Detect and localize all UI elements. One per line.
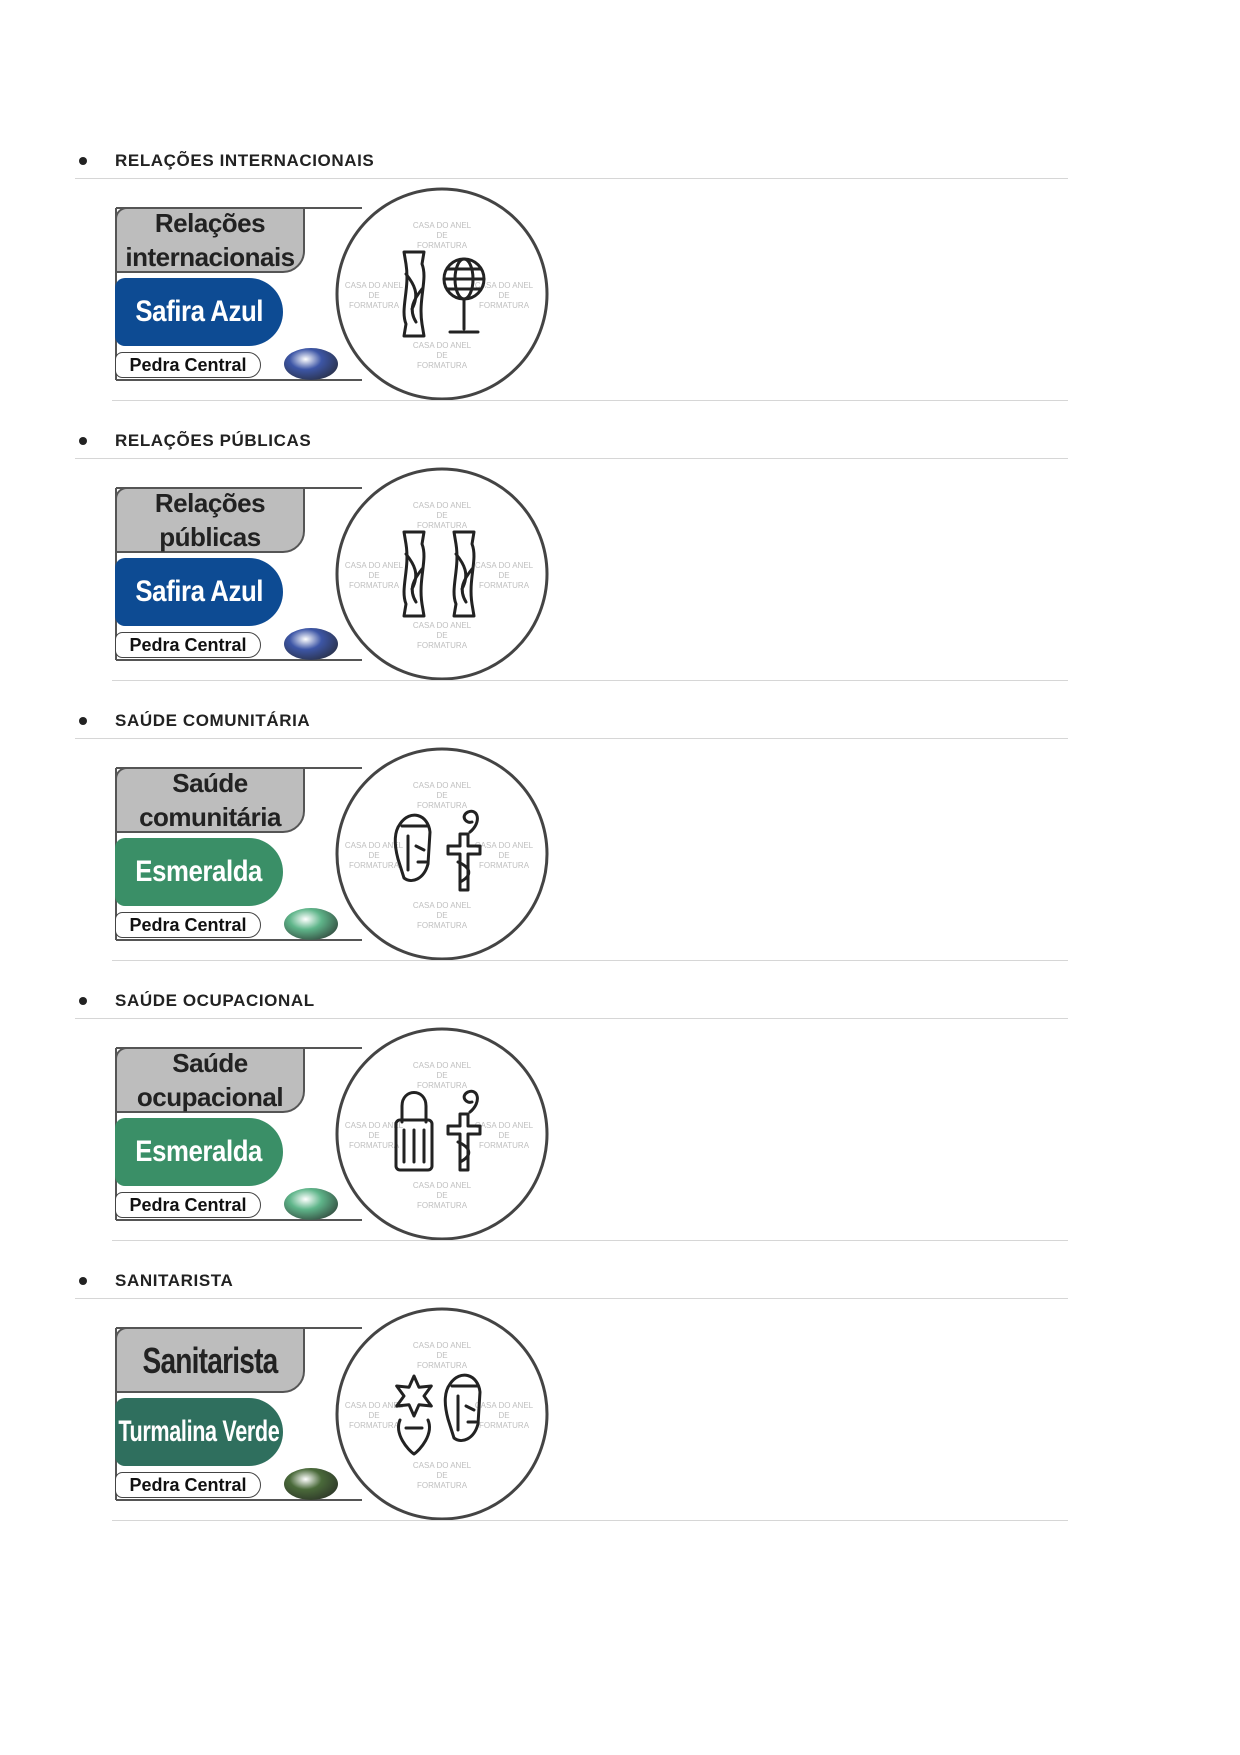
svg-text:CASA DO ANEL: CASA DO ANEL [474,281,534,290]
svg-text:CASA DO ANEL: CASA DO ANEL [412,221,472,230]
svg-text:FORMATURA: FORMATURA [478,581,530,590]
svg-text:CASA DO ANEL: CASA DO ANEL [474,841,534,850]
svg-text:CASA DO ANEL: CASA DO ANEL [412,781,472,790]
svg-text:CASA DO ANEL: CASA DO ANEL [474,561,534,570]
pedra-central-label: Pedra Central [115,352,261,378]
stone-name: Safira Azul [135,575,263,608]
svg-text:FORMATURA: FORMATURA [348,1141,400,1150]
svg-text:DE: DE [436,1071,448,1080]
svg-text:DE: DE [368,1131,380,1140]
svg-text:CASA DO ANEL: CASA DO ANEL [474,1121,534,1130]
svg-text:FORMATURA: FORMATURA [348,301,400,310]
svg-text:DE: DE [368,571,380,580]
svg-text:DE: DE [436,1191,448,1200]
stone-name: Esmeralda [135,855,263,888]
bullet-icon [79,437,87,445]
svg-text:CASA DO ANEL: CASA DO ANEL [412,1061,472,1070]
svg-text:FORMATURA: FORMATURA [416,801,468,810]
svg-text:CASA DO ANEL: CASA DO ANEL [412,1181,472,1190]
gem-stone-icon [284,628,338,660]
course-title-line: Saúde [172,1048,248,1078]
svg-text:DE: DE [498,291,510,300]
svg-text:FORMATURA: FORMATURA [416,921,468,930]
svg-text:DE: DE [498,1131,510,1140]
bullet-icon [79,717,87,725]
svg-text:FORMATURA: FORMATURA [416,1481,468,1490]
section-heading [75,710,1068,739]
course-title-line: Sanitarista [142,1340,278,1381]
svg-text:DE: DE [498,571,510,580]
svg-text:FORMATURA: FORMATURA [478,861,530,870]
svg-text:CASA DO ANEL: CASA DO ANEL [412,621,472,630]
section-divider [112,1520,1068,1521]
ring-card [112,478,552,678]
svg-text:FORMATURA: FORMATURA [416,1361,468,1370]
svg-text:DE: DE [368,851,380,860]
svg-text:CASA DO ANEL: CASA DO ANEL [412,341,472,350]
stone-name: Turmalina Verde [118,1415,280,1448]
svg-text:FORMATURA: FORMATURA [416,1081,468,1090]
svg-text:CASA DO ANEL: CASA DO ANEL [412,1341,472,1350]
svg-text:CASA DO ANEL: CASA DO ANEL [344,1121,404,1130]
course-title-line: Saúde [172,768,248,798]
stone-name: Safira Azul [135,295,263,328]
section-heading-text: RELAÇÕES PÚBLICAS [115,431,312,450]
gem-stone-icon [284,1468,338,1500]
svg-text:DE: DE [436,1471,448,1480]
svg-text:CASA DO ANEL: CASA DO ANEL [344,281,404,290]
svg-text:DE: DE [436,231,448,240]
svg-text:DE: DE [368,291,380,300]
svg-text:FORMATURA: FORMATURA [416,241,468,250]
pedra-central-label: Pedra Central [115,912,261,938]
section-divider [112,400,1068,401]
svg-text:CASA DO ANEL: CASA DO ANEL [412,901,472,910]
gem-stone-icon [284,348,338,380]
course-title-line: ocupacional [136,1082,284,1112]
section-divider [112,680,1068,681]
bullet-icon [79,157,87,165]
section-heading-text: SAÚDE COMUNITÁRIA [115,711,311,730]
gem-stone-icon [284,1188,338,1220]
svg-text:FORMATURA: FORMATURA [348,581,400,590]
ring-card [112,1038,552,1238]
bullet-icon [79,1277,87,1285]
section-heading-text: RELAÇÕES INTERNACIONAIS [115,151,375,170]
pedra-central-label: Pedra Central [115,1472,261,1498]
svg-text:CASA DO ANEL: CASA DO ANEL [344,841,404,850]
section-heading-text: SAÚDE OCUPACIONAL [115,991,315,1010]
section-heading [75,1270,1068,1299]
svg-text:FORMATURA: FORMATURA [348,1421,400,1430]
svg-text:DE: DE [436,631,448,640]
svg-text:FORMATURA: FORMATURA [348,861,400,870]
section-heading-text: SANITARISTA [115,1271,234,1290]
svg-text:FORMATURA: FORMATURA [478,1421,530,1430]
ring-card [112,198,552,398]
svg-text:FORMATURA: FORMATURA [416,361,468,370]
svg-text:CASA DO ANEL: CASA DO ANEL [412,501,472,510]
section-heading [75,990,1068,1019]
svg-text:FORMATURA: FORMATURA [416,521,468,530]
svg-text:DE: DE [436,1351,448,1360]
course-title-line: públicas [159,522,261,552]
section-divider [112,960,1068,961]
svg-text:FORMATURA: FORMATURA [416,1201,468,1210]
svg-text:DE: DE [436,351,448,360]
svg-text:DE: DE [368,1411,380,1420]
bullet-icon [79,997,87,1005]
svg-text:FORMATURA: FORMATURA [478,1141,530,1150]
ring-card [112,758,552,958]
svg-text:DE: DE [436,911,448,920]
course-title-line: internacionais [125,242,295,272]
svg-text:FORMATURA: FORMATURA [416,641,468,650]
ring-card [112,1318,552,1518]
course-title-line: Relações [154,208,266,238]
svg-text:DE: DE [498,1411,510,1420]
stone-name: Esmeralda [135,1135,263,1168]
svg-text:CASA DO ANEL: CASA DO ANEL [344,561,404,570]
svg-text:DE: DE [436,511,448,520]
svg-text:FORMATURA: FORMATURA [478,301,530,310]
svg-text:DE: DE [436,791,448,800]
section-heading [75,430,1068,459]
pedra-central-label: Pedra Central [115,632,261,658]
svg-text:CASA DO ANEL: CASA DO ANEL [412,1461,472,1470]
svg-text:CASA DO ANEL: CASA DO ANEL [344,1401,404,1410]
svg-text:DE: DE [498,851,510,860]
course-title-line: Relações [154,488,266,518]
pedra-central-label: Pedra Central [115,1192,261,1218]
section-divider [112,1240,1068,1241]
section-heading [75,150,1068,179]
svg-text:CASA DO ANEL: CASA DO ANEL [474,1401,534,1410]
gem-stone-icon [284,908,338,940]
course-title-line: comunitária [139,802,281,832]
